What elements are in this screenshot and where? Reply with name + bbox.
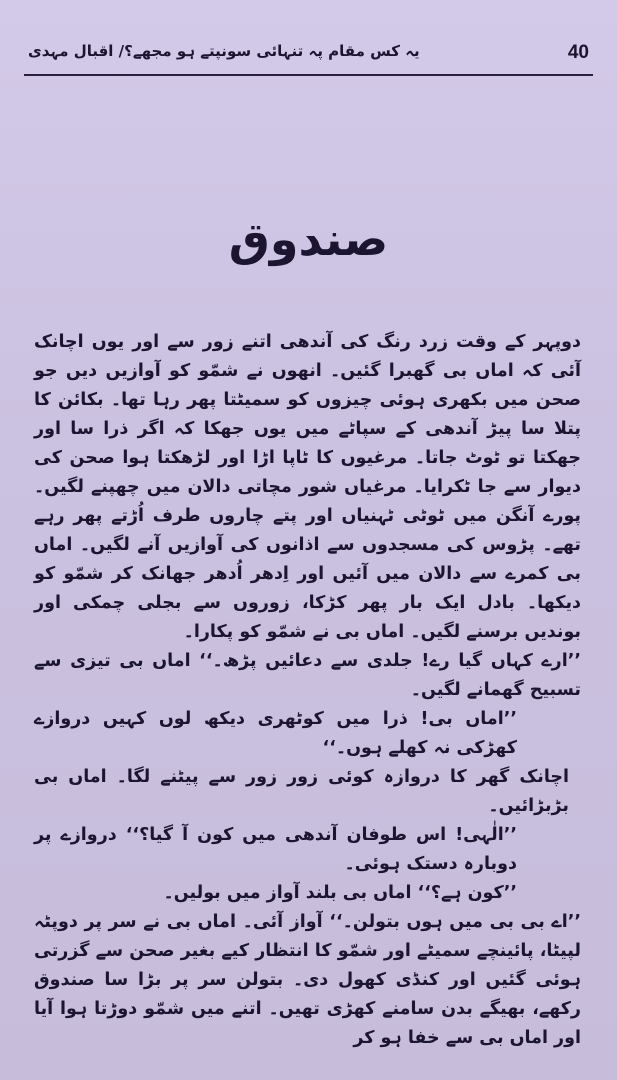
header-rule (24, 74, 593, 76)
paragraph: ’’الٰہی! اس طوفان آندھی میں کون آ گیا؟‘‘ دروازے پر دوبارہ دستک ہوئی۔ (34, 825, 517, 874)
paragraph: ’’کون ہے؟‘‘ اماں بی بلند آواز میں بولیں۔ (163, 883, 517, 903)
page-number: 40 (567, 42, 589, 63)
paragraph: ’’اے بی بی میں ہوں بتولن۔‘‘ آواز آئی۔ اماں بی نے سر پر دوپٹہ لپیٹا، پائینچے سمیٹے اور شمّو کا انتظار کیے بغیر صحن سے گزرتی ہوئی گئیں اور کنڈی کھول دی۔ بتولن سر پر بڑا سا صندوق رکھے، بھیگے بدن سامنے کھڑی تھیں۔ اتنے میں شمّو دوڑتا ہوا آیا اور اماں بی سے خفا ہو کر (34, 912, 581, 1048)
paragraph: اچانک گھر کا دروازہ کوئی زور زور سے پیٹنے لگا۔ اماں بی بڑبڑائیں۔ (34, 767, 569, 816)
page-header (28, 38, 589, 72)
paragraph: دوپہر کے وقت زرد رنگ کی آندھی اتنے زور سے اور یوں اچانک آئی کہ اماں بی گھبرا گئیں۔ انھوں نے شمّو کو آوازیں دیں جو صحن میں بکھری ہوئی چیزوں کو سمیٹتا پھر رہا تھا۔ بکائن کا پتلا سا پیڑ آندھی کے سپاٹے میں یوں جھکا کہ اگر ذرا سا اور جھکتا تو ٹوٹ جاتا۔ مرغیوں کا ٹاپا اڑا اور لڑھکتا ہوا صحن کی دیوار سے جا ٹکرایا۔ مرغیاں شور مچاتی دالان میں چھپنے لگیں۔ پورے آنگن میں ٹوٹی ٹہنیاں اور پتے چاروں طرف اُڑتے پھر رہے تھے۔ پڑوس کی مسجدوں سے اذانوں کی آوازیں آنے لگیں۔ اماں بی کمرے سے دالان میں آئیں اور اِدھر اُدھر جھانک کر شمّو کو دیکھا۔ بادل ایک بار پھر کڑکا، زوروں سے بجلی چمکی اور بوندیں برسنے لگیں۔ اماں بی نے شمّو کو پکارا۔ (34, 332, 581, 642)
chapter-title: صندوق (228, 212, 389, 266)
paragraph: ’’ارے کہاں گیا رے! جلدی سے دعائیں پڑھ۔‘‘ اماں بی تیزی سے تسبیح گھمانے لگیں۔ (34, 651, 581, 700)
paragraph: ’’اماں بی! ذرا میں کوٹھری دیکھ لوں کہیں دروازے کھڑکی نہ کھلے ہوں۔‘‘ (34, 709, 517, 758)
running-head: یہ کس مقام پہ تنہائی سونپتے ہو مجھے؟/ اقبال مہدی (28, 42, 420, 60)
body-text (34, 328, 587, 1053)
